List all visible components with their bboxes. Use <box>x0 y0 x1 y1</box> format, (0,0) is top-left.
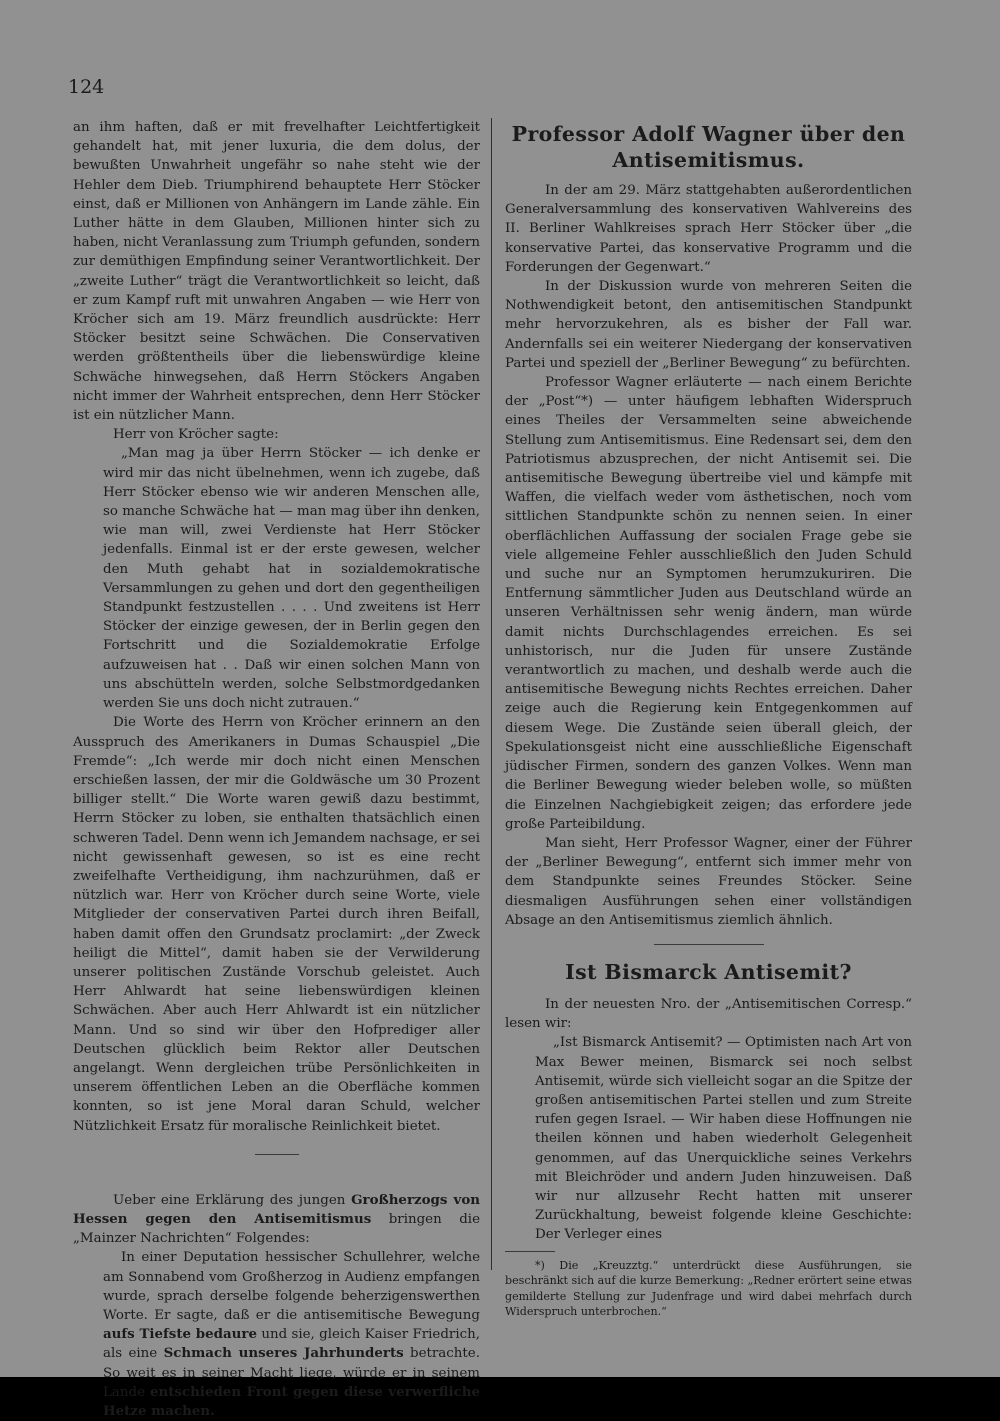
deputation-text-1: In einer Deputation hessischer Schullehrer, welche am Sonnabend vom Großherzog in Audienz empfangen wurde, sprach derselbe folgende beherzigenswerthen Worte. Er sagte, daß er die antisemitische Bewegung <box>103 1250 480 1323</box>
right-column <box>505 121 912 1320</box>
page-number: 124 <box>68 76 105 98</box>
hessen-paragraph <box>73 1191 480 1249</box>
hessen-text-1: Ueber eine Erklärung des jungen <box>113 1192 352 1208</box>
bismarck-heading: Ist Bismarck Antisemit? <box>565 959 852 984</box>
wagner-heading: Professor Adolf Wagner über den Antisemitismus. <box>511 122 906 172</box>
footnote: *) Die „Kreuzztg.“ unterdrückt diese Ausführungen, sie beschränkt sich auf die kurze Bemerkung: „Redner erörtert seine etwas gemilderte Stellung zur Judenfrage und wird dabei mehrfach durch Widerspruch unterbrochen.“ <box>505 1258 912 1319</box>
kroecher-intro: Herr von Kröcher sagte: <box>113 427 279 443</box>
deputation-text-3: betrachte. So weit es in seiner Macht liege, würde er in seinem Lande <box>103 1346 480 1400</box>
wagner-paragraph-3: Professor Wagner erläuterte — nach einem Berichte der „Post“*) — unter häufigem lebhaften Widerspruch eines Theiles der Versammelten seine abweichende Stellung zum Antisemitismus. Eine Redensart sei, dem den Patriotismus abzusprechen, der nicht Antisemit sei. Die antisemitische Bewegung übertreibe viel und kämpfe mit Waffen, die vielfach weder vom ästhetischen, noch vom sittlichen Standpunkte schön zu nennen seien. In einer oberflächlichen Auffassung der socialen Frage gebe sie viele allgemeine Fehler ausschließlich den Juden Schuld und suche nur an Symptomen herumzukuriren. Die Entfernung sämmtlicher Juden aus Deutschland würde an unseren Verhältnissen sehr wenig ändern, man würde damit nichts Durchschlagendes erreichen. Es sei unhistorisch, nur die Juden für unsere Zustände verantwortlich zu machen, und deshalb werde auch die antisemitische Bewegung nichts Rechtes erreichen. Daher zeige auch die Regierung kein Entgegenkommen auf diesem Wege. Die Zustände seien überall gleich, der Spekulationsgeist nicht eine ausschließliche Eigenschaft jüdischer Firmen, sondern des ganzen Volkes. Wenn man die Berliner Bewegung wieder beleben wolle, so müßten die Einzelnen Nachgiebigkeit zeigen; das erfordere jede große Parteibildung. <box>505 375 912 832</box>
section-separator <box>654 944 764 945</box>
continuation-paragraph: an ihm haften, daß er mit frevelhafter Leichtfertigkeit gehandelt hat, mit jener luxuria, die dem dolus, der bewußten Unwahrheit ungefähr so nahe steht wie der Hehler dem Dieb. Triumphirend behauptete Herr Stöcker einst, daß er Millionen von Anhängern im Lande zähle. Ein Luther hätte in dem Glauben, Millionen hinter sich zu haben, nicht Veranlassung zum Triumph gefunden, sondern zur demüthigen Empfindung seiner Verantwortlichkeit. Der „zweite Luther“ trägt die Verantwortlichkeit so leicht, daß er zum Kampf ruft mit unwahren Angaben — wie Herr von Kröcher sich am 19. März freundlich ausdrückte: Herr Stöcker besitzt seine Schwächen. Die Conservativen werden größtentheils über die liebenswürdige kleine Schwäche hinwegsehen, daß Herrn Stöckers Angaben nicht immer der Wahrheit entsprechen, denn Herr Stöcker ist ein nützlicher Mann. <box>73 120 480 424</box>
deputation-emphasis-2: Schmach unseres Jahrhunderts <box>163 1345 404 1362</box>
wagner-paragraph-4: Man sieht, Herr Professor Wagner, einer der Führer der „Berliner Bewegung“, entfernt sich immer mehr von dem Standpunkte seines Freundes Stöcker. Seine diesmaligen Ausführungen sehen einer vollständigen Absage an den Antisemitismus ziemlich ähnlich. <box>505 835 912 928</box>
kroecher-quote: „Man mag ja über Herrn Stöcker — ich denke er wird mir das nicht übelnehmen, wenn ich zugebe, daß Herr Stöcker ebenso wie wir anderen Menschen alle, so manche Schwäche hat — man mag über ihn denken, wie man will, zwei Verdienste hat Herr Stöcker jedenfalls. Einmal ist er der erste gewesen, welcher den Muth gehabt hat in sozialdemokratische Versammlungen zu gehen und dort den gegentheiligen Standpunkt festzustellen . . . . Und zweitens ist Herr Stöcker der einzige gewesen, der in Berlin gegen den Fortschritt und die Sozialdemokratie Erfolge aufzuweisen hat . . Daß wir einen solchen Mann von uns abschütteln werden, solche Selbstmordgedanken werden Sie uns doch nicht zutrauen.“ <box>103 446 480 712</box>
footnote-rule <box>505 1251 555 1252</box>
words-paragraph: Die Worte des Herrn von Kröcher erinnern an den Ausspruch des Amerikaners in Dumas Schauspiel „Die Fremde“: „Ich werde mir doch nicht einen Menschen erschießen lassen, der mir die Goldwäsche um 30 Prozent billiger stellt.“ Die Worte waren gewiß dazu bestimmt, Herrn Stöcker zu loben, sie enthalten thatsächlich einen schweren Tadel. Denn wenn ich Jemandem nachsage, er sei nicht gewissenhaft gewesen, so ist es eine recht zweifelhafte Vertheidigung, ihm nachzurühmen, daß er nützlich war. Herr von Kröcher durch seine Worte, viele Mitglieder der conservativen Partei durch ihren Beifall, haben damit offen den Grundsatz proclamirt: „der Zweck heiligt die Mittel“, damit haben sie der Verwilderung unserer politischen Zustände Vorschub geleistet. Auch Herr Ahlwardt hat seine liebenswürdigen kleinen Schwächen. Aber auch Herr Ahlwardt ist ein nützlicher Mann. Und so sind wir über den Hofprediger aller Deutschen glücklich beim Rektor aller Deutschen angelangt. Wenn dergleichen trübe Persönlichkeiten in unserem öffentlichen Leben an die Oberfläche kommen konnten, so ist jene Moral daran Schuld, welcher Nützlichkeit Ersatz für moralische Reinlichkeit bietet. <box>73 715 480 1134</box>
wagner-paragraph-1: In der am 29. März stattgehabten außerordentlichen Generalversammlung des konservativen Wahlvereins des II. Berliner Wahlkreises sprach Herr Stöcker über „die konservative Partei, das konservative Programm und die Forderungen der Gegenwart.“ <box>505 183 912 275</box>
hessen-text-2: bringen die „Mainzer Nachrichten“ Folgendes: <box>73 1211 480 1247</box>
section-separator <box>255 1154 299 1155</box>
deputation-emphasis-1: aufs Tiefste bedaure <box>103 1326 257 1343</box>
deputation-quote <box>73 1248 480 1421</box>
wagner-paragraph-2: In der Diskussion wurde von mehreren Seiten die Nothwendigkeit betont, den antisemitischen Standpunkt mehr hervorzukehren, als es bisher der Fall war. Andernfalls sei ein weiterer Niedergang der konservativen Partei und speziell der „Berliner Bewegung“ zu befürchten. <box>505 279 912 371</box>
left-column <box>73 118 480 1421</box>
deputation-emphasis-3: entschieden Front gegen diese verwerfliche Hetze machen. <box>103 1383 480 1419</box>
bismarck-quote: „Ist Bismarck Antisemit? — Optimisten nach Art von Max Bewer meinen, Bismarck sei noch selbst Antisemit, würde sich vielleicht sogar an die Spitze der großen antisemitischen Partei stellen und zum Streite rufen gegen Israel. — Wir haben diese Hoffnungen nie theilen können und haben wiederholt Gelegenheit genommen, auf das Unerquickliche seines Verkehrs mit Bleichröder und andern Juden hinzuweisen. Daß wir nur allzusehr Recht hatten mit unserer Zurückhaltung, beweist folgende kleine Geschichte: Der Verleger eines <box>535 1035 912 1243</box>
bismarck-paragraph: In der neuesten Nro. der „Antisemitischen Corresp.“ lesen wir: <box>505 996 912 1032</box>
hessen-emphasis: Großherzogs von Hessen gegen den Antisemitismus <box>73 1191 481 1227</box>
deputation-text-2: und sie, gleich Kaiser Friedrich, als eine <box>103 1327 480 1362</box>
column-divider <box>491 118 492 1270</box>
